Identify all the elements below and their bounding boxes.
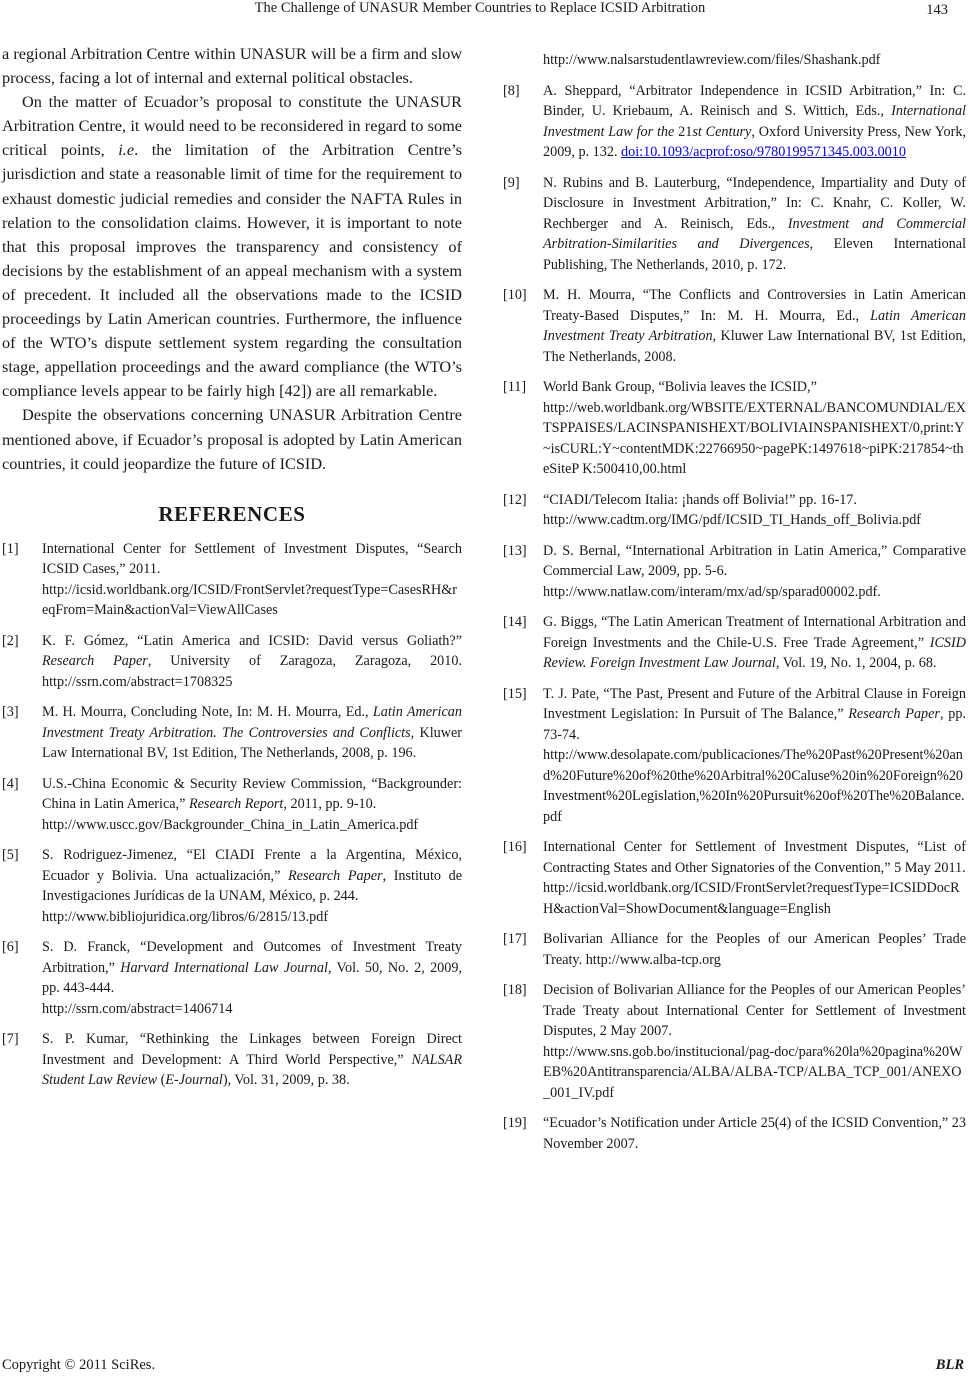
reference-number: [14] [503,614,527,630]
paragraph-2-ie: i.e [118,140,135,160]
reference-text: “Ecuador’s Notification under Article 25(4) of the ICSID Convention,” 23 November 2007. [543,1115,966,1152]
reference-text: Bolivarian Alliance for the Peoples of our American Peoples’ Trade Treaty. http://www.alba-tcp.org [543,931,966,968]
reference-number: [17] [503,931,527,947]
reference-text: S. P. Kumar, “Rethinking the Linkages between Foreign Direct Investment and Development: A Third World Perspective,” NALSAR Student Law Review (E-Journal), Vol. 31, 2009, p. 38. [42,1031,462,1089]
running-header [0,0,968,22]
reference-text: U.S.-China Economic & Security Review Commission, “Backgrounder: China in Latin America,” Research Report, 2011, pp. 9-10. http://www.uscc.gov/Backgrounder_China_in_Latin_America.pdf [42,774,462,836]
reference-11 [503,377,966,480]
reference-1 [2,539,462,621]
reference-17 [503,929,966,970]
reference-number: [10] [503,287,527,303]
reference-url[interactable]: http://www.sns.gob.bo/institucional/pag-doc/para%20la%20pagina%20WEB%20Antitransparencia/ALBA/ALBA-TCP/ALBA_TCP_001/ANEXO_001_IV.pdf [543,1043,963,1101]
reference-number: [1] [2,540,19,557]
reference-number: [8] [503,82,520,99]
reference-text: International Center for Settlement of Investment Disputes, “List of Contracting States and Other Signatories of the Convention,” 5 May 2011. http://icsid.worldbank.org/ICSID/FrontServlet?requestType=ICSIDDocRH&actionVal=ShowDocument&language=English [543,837,966,919]
reference-number: [9] [503,174,520,191]
reference-number: [13] [503,542,527,559]
reference-number: [2] [2,632,19,649]
reference-7 [2,1029,462,1091]
reference-text: S. D. Franck, “Development and Outcomes of Investment Treaty Arbitration,” Harvard International Law Journal, Vol. 50, No. 2, 2009, pp. 443-444. http://ssrn.com/abstract=1406714 [42,937,462,1019]
reference-number: [6] [2,939,19,956]
reference-text: World Bank Group, “Bolivia leaves the ICSID,” http://web.worldbank.org/WBSITE/EXTERNAL/BANCOMUNDIAL/EXTSPPAISES/LACINSPANISHEXT/BOLIVIAINSPANISHEXT/0,print:Y~isCURL:Y~contentMDK:22766950~pagePK:1497618~piPK:217854~theSiteP K:500410,00.html [543,377,966,480]
reference-16 [503,837,966,919]
reference-3 [2,702,462,764]
reference-url[interactable]: http://www.natlaw.com/interam/mx/ad/sp/sparad00002.pdf. [543,583,881,600]
reference-text: G. Biggs, “The Latin American Treatment of International Arbitration and Foreign Investments and the Chile-U.S. Free Trade Agreement,” ICSID Review. Foreign Investment Law Journal, Vol. 19, No. 1, 2004, p. 68. [543,614,966,671]
reference-text: K. F. Gómez, “Latin America and ICSID: David versus Goliath?” Research Paper, University of Zaragoza, Zaragoza, 2010. http://ssrn.com/abstract=1708325 [42,632,462,690]
reference-text: “CIADI/Telecom Italia: ¡hands off Bolivia!” pp. 16-17. http://www.cadtm.org/IMG/pdf/ICSID_TI_Hands_off_Bolivia.pdf [543,490,966,531]
reference-text: T. J. Pate, “The Past, Present and Future of the Arbitral Clause in Foreign Investment Legislation: In Pursuit of The Balance,” Research Paper, pp. 73-74. http://www.desolapate.com/publicaciones/The%20Past%20Present%20and%20Future%20of%20the%20Arbitral%20Caluse%20in%20Foreign%20Investment%20Legislation,%20In%20Pursuit%20of%20The%20Balance.pdf [543,684,966,828]
reference-url[interactable]: http://ssrn.com/abstract=1406714 [42,1000,233,1017]
reference-url[interactable]: http://web.worldbank.org/WBSITE/EXTERNAL/BANCOMUNDIAL/EXTSPPAISES/LACINSPANISHEXT/BOLIVIAINSPANISHEXT/0,print:Y~isCURL:Y~contentMDK:22766950~pagePK:1497618~piPK:217854~theSiteP K:500410,00.html [543,399,966,477]
paragraph-2-part-b: . the limitation of the Arbitration Centre’s jurisdiction and state a reasonable limit of time for the requirement to exhaust domestic judicial remedies and consider the NAFTA Rules in relation to the consolidation claims. However, it is important to note that this proposal improves the transparency and consistency of decisions by the establishment of an appeal mechanism with a system of precedent. It included all the observations made to the ICSID proceedings by Latin American countries. Furthermore, the influence of the WTO’s dispute settlement system regarding the consultation stage, appellation proceedings and the award compliance (the WTO’s compliance levels appear to be fairly high [42]) are all remarkable. [2,140,462,401]
reference-number: [3] [2,704,19,721]
paragraph-3: Despite the observations concerning UNASUR Arbitration Centre mentioned above, if Ecuador’s proposal is adopted by Latin American countries, it could jeopardize the future of ICSID. [2,405,462,473]
reference-text: S. Rodriguez-Jimenez, “El CIADI Frente a la Argentina, México, Ecuador y Bolivia. Una actualización,” Research Paper, Instituto de Investigaciones Jurídicas de la UNAM, México, p. 244. http://www.bibliojuridica.org/libros/6/2815/13.pdf [42,845,462,927]
reference-url[interactable]: http://www.nalsarstudentlawreview.com/files/Shashank.pdf [543,52,881,68]
reference-4 [2,774,462,836]
running-title: The Challenge of UNASUR Member Countries to Replace ICSID Arbitration [254,0,706,16]
reference-13 [503,541,966,603]
journal-abbreviation: BLR [935,1357,964,1373]
left-column [2,42,462,1101]
reference-list-right [503,50,966,1154]
reference-number: [12] [503,491,527,508]
reference-url[interactable]: http://www.uscc.gov/Backgrounder_China_in_Latin_America.pdf [42,816,419,833]
reference-15 [503,684,966,828]
reference-url[interactable]: http://www.bibliojuridica.org/libros/6/2815/13.pdf [42,908,329,925]
reference-12 [503,490,966,531]
reference-url[interactable]: http://icsid.worldbank.org/ICSID/FrontServlet?requestType=CasesRH&reqFrom=Main&actionVal=ViewAllCases [42,581,457,619]
reference-text: N. Rubins and B. Lauterburg, “Independence, Impartiality and Duty of Disclosure in Investment Arbitration,” In: C. Knahr, C. Koller, W. Rechberger and A. Reinisch, Eds., Investment and Commercial Arbitration-Similarities and Divergences, Eleven International Publishing, The Netherlands, 2010, p. 172. [543,174,967,273]
references-heading: REFERENCES [158,501,306,526]
reference-8 [503,81,966,163]
reference-number: [5] [2,847,19,864]
paragraph-2 [2,90,462,403]
reference-7-continued [503,50,966,71]
reference-6 [2,937,462,1019]
copyright-notice: Copyright © 2011 SciRes. [2,1357,156,1373]
right-column [503,50,966,1164]
reference-list-left [2,539,462,1091]
page-number: 143 [926,2,948,18]
reference-text: Decision of Bolivarian Alliance for the Peoples of our American Peoples’ Trade Treaty about International Center for Settlement of Investment Disputes, 2 May 2007. http://www.sns.gob.bo/institucional/pag-doc/para%20la%20pagina%20WEB%20Antitransparencia/ALBA/ALBA-TCP/ALBA_TCP_001/ANEXO_001_IV.pdf [543,980,966,1103]
paragraph-1: a regional Arbitration Centre within UNASUR will be a firm and slow process, facing a lot of internal and external political obstacles. [2,44,462,88]
reference-number: [18] [503,982,527,998]
reference-14 [503,612,966,674]
reference-number: [16] [503,839,527,855]
reference-text: D. S. Bernal, “International Arbitration in Latin America,” Comparative Commercial Law, 2009, pp. 5-6. http://www.natlaw.com/interam/mx/ad/sp/sparad00002.pdf. [543,541,966,603]
reference-number: [7] [2,1031,19,1048]
reference-number: [15] [503,685,527,702]
reference-url[interactable]: http://www.desolapate.com/publicaciones/The%20Past%20Present%20and%20Future%20of%20the%20Arbitral%20Caluse%20in%20Foreign%20Investment%20Legislation,%20In%20Pursuit%20of%20The%20Balance.pdf [543,747,965,825]
reference-url[interactable]: http://icsid.worldbank.org/ICSID/FrontServlet?requestType=ICSIDDocRH&actionVal=ShowDocument&language=English [543,880,960,917]
reference-number: [19] [503,1115,527,1131]
reference-text: M. H. Mourra, Concluding Note, In: M. H. Mourra, Ed., Latin American Investment Treaty Arbitration. The Controversies and Conflicts, Kluwer Law International BV, 1st Edition, The Netherlands, 2008, p. 196. [42,704,462,762]
reference-text: M. H. Mourra, “The Conflicts and Controversies in Latin American Treaty-Based Disputes,” In: M. H. Mourra, Ed., Latin American Investment Treaty Arbitration, Kluwer Law International BV, 1st Edition, The Netherlands, 2008. [543,287,966,365]
reference-18 [503,980,966,1103]
reference-10 [503,285,966,367]
reference-2 [2,631,462,693]
reference-url[interactable]: http://www.cadtm.org/IMG/pdf/ICSID_TI_Hands_off_Bolivia.pdf [543,512,922,528]
reference-19 [503,1113,966,1154]
reference-number: [11] [503,379,527,395]
reference-text: International Center for Settlement of Investment Disputes, “Search ICSID Cases,” 2011. http://icsid.worldbank.org/ICSID/FrontServlet?requestType=CasesRH&reqFrom=Main&actionVal=ViewAllCases [42,539,462,621]
paragraph-2-part-a: On the matter of Ecuador’s proposal to constitute the UNASUR Arbitration Centre, it would need to be reconsidered in regard to some critical points, [2,92,462,160]
reference-5 [2,845,462,927]
reference-number: [4] [2,775,19,792]
doi-link[interactable]: doi:10.1093/acprof:oso/9780199571345.003.0010 [621,144,906,160]
reference-text: A. Sheppard, “Arbitrator Independence in ICSID Arbitration,” In: C. Binder, U. Kriebaum, A. Reinisch and S. Wittich, Eds., International Investment Law for the 21st Century, Oxford University Press, New York, 2009, p. 132. doi:10.1093/acprof:oso/9780199571345.003.0010 [543,82,967,160]
reference-9 [503,173,966,276]
